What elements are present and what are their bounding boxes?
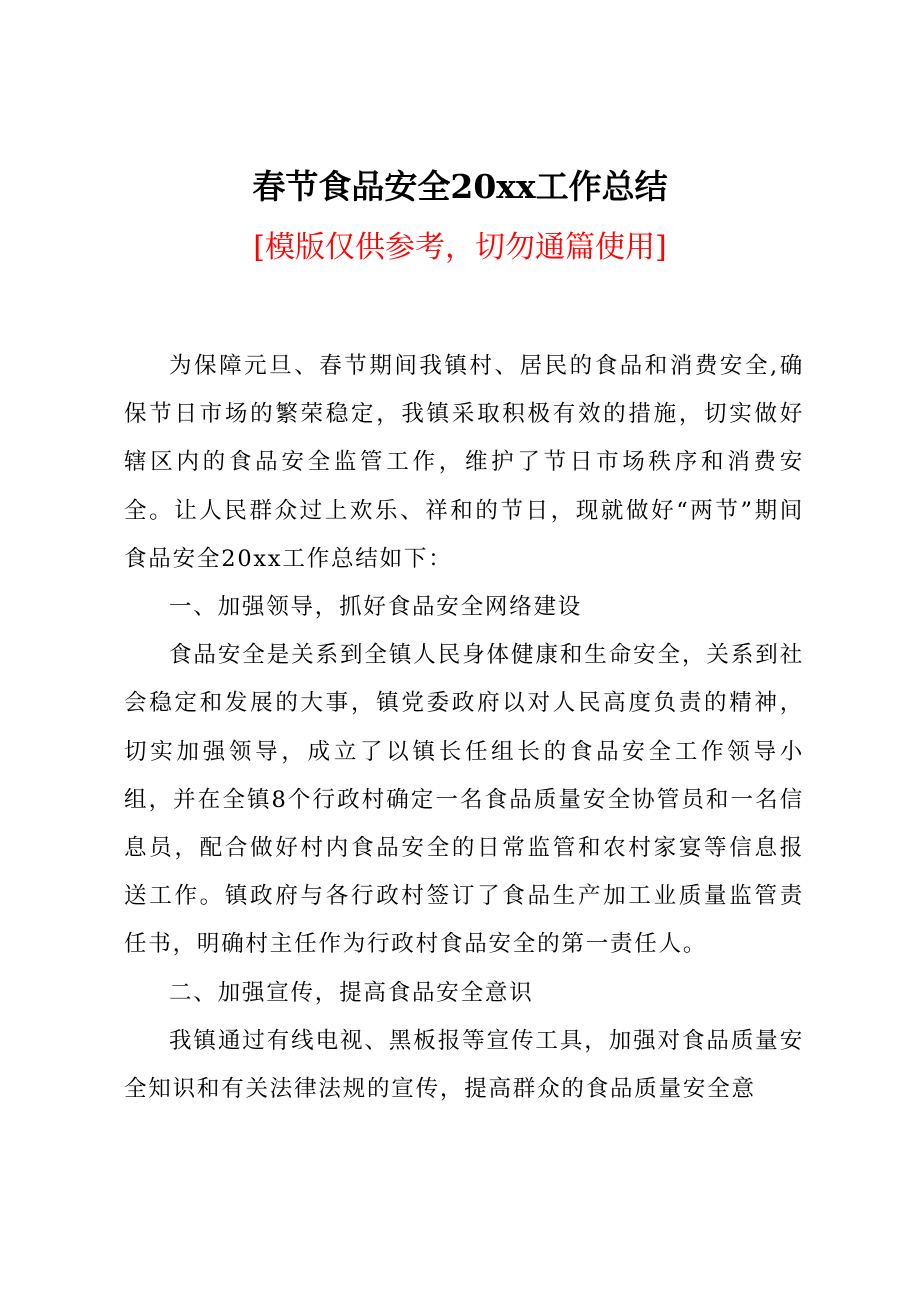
section-heading-1: 一、加强领导，抓好食品安全网络建设 <box>169 594 583 621</box>
paragraph-section-2: 我镇通过有线电视、黑板报等宣传工具，加强对食品质量安全知识和有关法律法规的宣传，提高群众的食品质量安全意 <box>124 1027 804 1103</box>
section-heading-2: 二、加强宣传，提高食品安全意识 <box>169 979 534 1006</box>
paragraph-section-1: 食品安全是关系到全镇人民身体健康和生命安全，关系到社会稳定和发展的大事，镇党委政府以对人民高度负责的精神，切实加强领导，成立了以镇长任组长的食品安全工作领导小组，并在全镇8个行政村确定一名食品质量安全协管员和一名信息员，配合做好村内食品安全的日常监管和农村家宴等信息报送工作。镇政府与各行政村签订了食品生产加工业质量监管责任书，明确村主任作为行政村食品安全的第一责任人。 <box>124 642 804 958</box>
document-title: 春节食品安全20xx工作总结 <box>252 167 668 206</box>
paragraph-intro: 为保障元旦、春节期间我镇村、居民的食品和消费安全,确保节日市场的繁荣稳定，我镇采取积极有效的措施，切实做好辖区内的食品安全监管工作，维护了节日市场秩序和消费安全。让人民群众过上欢乐、祥和的节日，现就做好“两节”期间食品安全20xx工作总结如下： <box>124 353 804 572</box>
template-notice: [模版仅供参考，切勿通篇使用] <box>253 230 667 265</box>
document-body <box>124 342 804 1113</box>
